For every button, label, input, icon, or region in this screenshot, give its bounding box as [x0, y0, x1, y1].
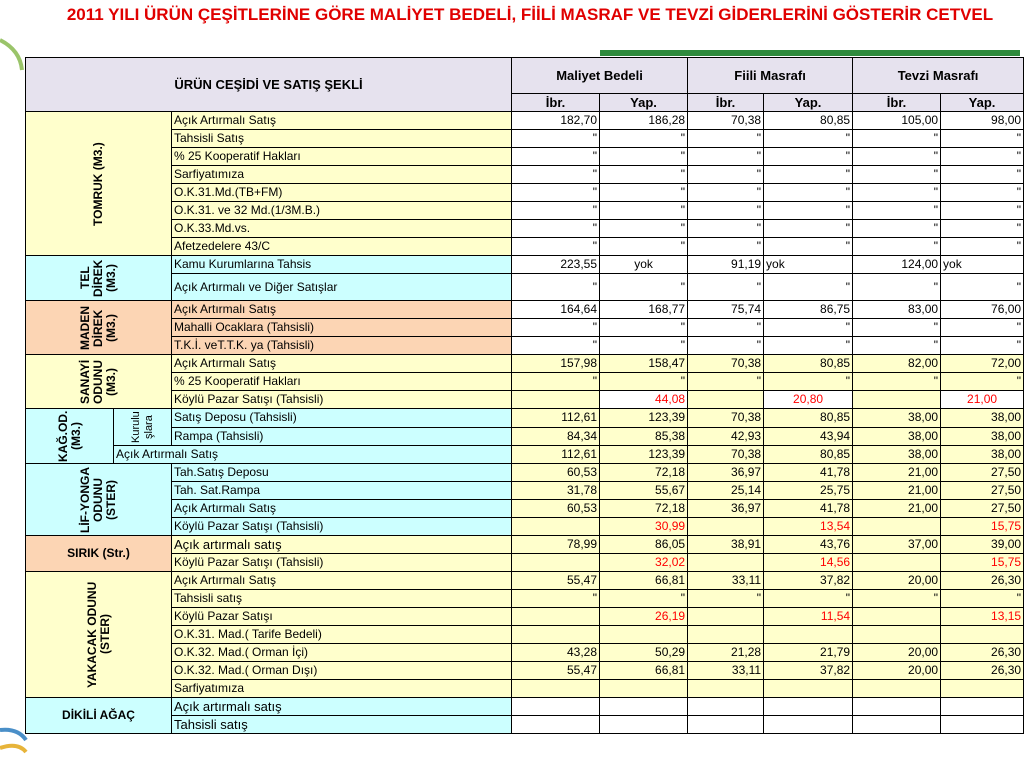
- row-label: Sarfiyatımıza: [172, 166, 512, 184]
- cell-value: ": [853, 274, 941, 301]
- cell-value: ": [512, 373, 600, 391]
- cell-value: 70,38: [688, 446, 764, 464]
- cell-value: 37,00: [853, 536, 941, 554]
- cell-value: 112,61: [512, 409, 600, 428]
- cell-value: 223,55: [512, 256, 600, 274]
- cell-value: [853, 554, 941, 572]
- cell-value: 15,75: [941, 554, 1024, 572]
- cell-value: 38,00: [853, 409, 941, 428]
- cell-value: [512, 680, 600, 698]
- subheader-ibr: İbr.: [688, 94, 764, 112]
- cell-value: 80,85: [764, 355, 853, 373]
- group-label-tomruk: TOMRUK (M3.): [26, 112, 172, 256]
- cell-value: ": [941, 166, 1024, 184]
- cell-value: 112,61: [512, 446, 600, 464]
- cell-value: ": [600, 238, 688, 256]
- cell-value: 66,81: [600, 572, 688, 590]
- row-label: Mahalli Ocaklara (Tahsisli): [172, 319, 512, 337]
- page-title: 2011 YILI ÜRÜN ÇEŞİTLERİNE GÖRE MALİYET BEDELİ, FİİLİ MASRAF VE TEVZİ GİDERLERİNİ GÖSTERİR CETVEL: [66, 5, 994, 24]
- cell-value: ": [853, 184, 941, 202]
- row-label: Açık Artırmalı Satış: [172, 572, 512, 590]
- cell-value: 21,28: [688, 644, 764, 662]
- cell-value: 38,00: [853, 427, 941, 446]
- cell-value: 21,00: [853, 464, 941, 482]
- cell-value: ": [512, 238, 600, 256]
- cell-value: [688, 391, 764, 409]
- cell-value: 26,30: [941, 662, 1024, 680]
- cell-value: [600, 680, 688, 698]
- cell-value: [853, 698, 941, 716]
- cell-value: [853, 608, 941, 626]
- group-label-sirik: SIRIK (Str.): [26, 536, 172, 572]
- cell-value: 26,19: [600, 608, 688, 626]
- cell-value: ": [764, 319, 853, 337]
- cell-value: 80,85: [764, 409, 853, 428]
- row-label: O.K.33.Md.vs.: [172, 220, 512, 238]
- row-label: T.K.İ. veT.T.K. ya (Tahsisli): [172, 337, 512, 355]
- cell-value: ": [688, 274, 764, 301]
- row-label: Köylü Pazar Satışı (Tahsisli): [172, 518, 512, 536]
- cell-value: 20,80: [764, 391, 853, 409]
- cell-value: 38,00: [941, 409, 1024, 428]
- cell-value: 186,28: [600, 112, 688, 130]
- cell-value: 13,15: [941, 608, 1024, 626]
- cell-value: 44,08: [600, 391, 688, 409]
- header-fiili-masraf: Fiili Masrafı: [688, 58, 853, 94]
- cell-value: [512, 391, 600, 409]
- group-label-tel-direk: TEL DİREK (M3.): [26, 256, 172, 301]
- cell-value: ": [853, 590, 941, 608]
- cell-value: ": [512, 220, 600, 238]
- cell-value: 55,47: [512, 572, 600, 590]
- cell-value: [853, 626, 941, 644]
- row-label: O.K.31. ve 32 Md.(1/3M.B.): [172, 202, 512, 220]
- cell-value: [853, 680, 941, 698]
- cell-value: ": [688, 184, 764, 202]
- header-tevzi-masraf: Tevzi Masrafı: [853, 58, 1024, 94]
- row-label: Tahsisli satış: [172, 716, 512, 734]
- row-label: Köylü Pazar Satışı: [172, 608, 512, 626]
- cell-value: ": [512, 319, 600, 337]
- cell-value: 27,50: [941, 482, 1024, 500]
- cell-value: [600, 626, 688, 644]
- cell-value: ": [853, 130, 941, 148]
- cell-value: ": [600, 220, 688, 238]
- row-label: % 25 Kooperatif Hakları: [172, 148, 512, 166]
- cell-value: 70,38: [688, 355, 764, 373]
- row-label: O.K.31.Md.(TB+FM): [172, 184, 512, 202]
- cell-value: ": [941, 590, 1024, 608]
- cell-value: ": [688, 337, 764, 355]
- cell-value: ": [764, 274, 853, 301]
- row-label: Sarfiyatımıza: [172, 680, 512, 698]
- cell-value: [688, 518, 764, 536]
- cost-table: [25, 57, 1024, 734]
- cell-value: 55,67: [600, 482, 688, 500]
- cell-value: 38,91: [688, 536, 764, 554]
- cell-value: ": [941, 238, 1024, 256]
- subheader-yap: Yap.: [764, 94, 853, 112]
- cell-value: ": [764, 590, 853, 608]
- cell-value: ": [764, 166, 853, 184]
- subheader-ibr: İbr.: [853, 94, 941, 112]
- cell-value: 32,02: [600, 554, 688, 572]
- cell-value: 38,00: [941, 446, 1024, 464]
- cell-value: [512, 608, 600, 626]
- cell-value: [600, 716, 688, 734]
- cell-value: 39,00: [941, 536, 1024, 554]
- cell-value: ": [600, 130, 688, 148]
- cell-value: 86,75: [764, 301, 853, 319]
- cell-value: 37,82: [764, 662, 853, 680]
- cell-value: yok: [600, 256, 688, 274]
- cell-value: [941, 698, 1024, 716]
- cell-value: ": [512, 166, 600, 184]
- row-label: Tahsisli Satış: [172, 130, 512, 148]
- cell-value: 25,75: [764, 482, 853, 500]
- cell-value: 182,70: [512, 112, 600, 130]
- cell-value: [688, 680, 764, 698]
- cell-value: yok: [941, 256, 1024, 274]
- cell-value: [688, 608, 764, 626]
- cell-value: [853, 518, 941, 536]
- cell-value: [512, 518, 600, 536]
- cell-value: 91,19: [688, 256, 764, 274]
- cell-value: ": [600, 202, 688, 220]
- cell-value: 37,82: [764, 572, 853, 590]
- cell-value: ": [853, 319, 941, 337]
- cell-value: ": [941, 148, 1024, 166]
- cell-value: [764, 680, 853, 698]
- cell-value: 11,54: [764, 608, 853, 626]
- cell-value: ": [853, 202, 941, 220]
- cell-value: ": [512, 590, 600, 608]
- cell-value: 21,00: [853, 500, 941, 518]
- row-label: O.K.32. Mad.( Orman İçi): [172, 644, 512, 662]
- cell-value: 27,50: [941, 500, 1024, 518]
- cell-value: 26,30: [941, 572, 1024, 590]
- cell-value: 38,00: [941, 427, 1024, 446]
- cell-value: ": [853, 337, 941, 355]
- row-label: Tah.Satış Deposu: [172, 464, 512, 482]
- cell-value: ": [688, 590, 764, 608]
- row-label: Açık artırmalı satış: [172, 698, 512, 716]
- cell-value: ": [512, 202, 600, 220]
- cell-value: ": [941, 373, 1024, 391]
- cell-value: [853, 716, 941, 734]
- cell-value: ": [688, 319, 764, 337]
- cell-value: ": [688, 373, 764, 391]
- cell-value: 164,64: [512, 301, 600, 319]
- cell-value: 60,53: [512, 500, 600, 518]
- cell-value: ": [764, 202, 853, 220]
- header-product: ÜRÜN CEŞİDİ VE SATIŞ ŞEKLİ: [26, 58, 512, 112]
- cell-value: 60,53: [512, 464, 600, 482]
- cell-value: ": [600, 590, 688, 608]
- cell-value: ": [764, 184, 853, 202]
- cell-value: [764, 626, 853, 644]
- cell-value: ": [764, 220, 853, 238]
- cell-value: ": [512, 148, 600, 166]
- slide-decoration-top-bar: [600, 50, 1020, 56]
- cell-value: 15,75: [941, 518, 1024, 536]
- group-label-maden-direk: MADEN DİREK (M3.): [26, 301, 172, 355]
- cell-value: ": [600, 319, 688, 337]
- cell-value: 38,00: [853, 446, 941, 464]
- row-label: Açık Artırmalı Satış: [114, 446, 512, 464]
- cell-value: [600, 698, 688, 716]
- subheader-yap: Yap.: [600, 94, 688, 112]
- cell-value: 157,98: [512, 355, 600, 373]
- cell-value: [941, 680, 1024, 698]
- cell-value: 80,85: [764, 112, 853, 130]
- cell-value: ": [688, 166, 764, 184]
- row-label: Afetzedelere 43/C: [172, 238, 512, 256]
- cell-value: 85,38: [600, 427, 688, 446]
- cell-value: 76,00: [941, 301, 1024, 319]
- cell-value: 124,00: [853, 256, 941, 274]
- cell-value: ": [512, 274, 600, 301]
- cell-value: ": [688, 148, 764, 166]
- cell-value: [853, 391, 941, 409]
- cell-value: 78,99: [512, 536, 600, 554]
- cell-value: ": [688, 238, 764, 256]
- row-label: Açık artırmalı satış: [172, 536, 512, 554]
- cell-value: [688, 698, 764, 716]
- cell-value: 41,78: [764, 500, 853, 518]
- cell-value: [688, 626, 764, 644]
- cell-value: 21,00: [941, 391, 1024, 409]
- cell-value: 123,39: [600, 446, 688, 464]
- cell-value: 20,00: [853, 644, 941, 662]
- row-label: Köylü Pazar Satışı (Tahsisli): [172, 391, 512, 409]
- row-label: % 25 Kooperatif Hakları: [172, 373, 512, 391]
- cell-value: 80,85: [764, 446, 853, 464]
- group-label-dikili-agac: DİKİLİ AĞAÇ: [26, 698, 172, 734]
- cell-value: [764, 698, 853, 716]
- cell-value: ": [600, 184, 688, 202]
- cell-value: 55,47: [512, 662, 600, 680]
- cell-value: ": [941, 220, 1024, 238]
- row-label: Köylü Pazar Satışı (Tahsisli): [172, 554, 512, 572]
- cell-value: 72,00: [941, 355, 1024, 373]
- cell-value: ": [764, 373, 853, 391]
- row-label: O.K.32. Mad.( Orman Dışı): [172, 662, 512, 680]
- cell-value: ": [941, 130, 1024, 148]
- cell-value: [512, 716, 600, 734]
- cell-value: 70,38: [688, 409, 764, 428]
- cell-value: ": [941, 202, 1024, 220]
- group-label-yakacak-odunu: YAKACAK ODUNU (STER): [26, 572, 172, 698]
- cell-value: 21,00: [853, 482, 941, 500]
- cell-value: ": [941, 274, 1024, 301]
- cell-value: 25,14: [688, 482, 764, 500]
- cell-value: ": [688, 220, 764, 238]
- cell-value: [688, 554, 764, 572]
- cell-value: 41,78: [764, 464, 853, 482]
- row-label: Kamu Kurumlarına Tahsis: [172, 256, 512, 274]
- row-label: Tah. Sat.Rampa: [172, 482, 512, 500]
- cell-value: 27,50: [941, 464, 1024, 482]
- cell-value: 98,00: [941, 112, 1024, 130]
- cell-value: 30,99: [600, 518, 688, 536]
- cell-value: 20,00: [853, 572, 941, 590]
- cell-value: ": [941, 337, 1024, 355]
- cell-value: ": [853, 148, 941, 166]
- row-label: Açık Artırmalı Satış: [172, 301, 512, 319]
- cell-value: 66,81: [600, 662, 688, 680]
- subheader-yap: Yap.: [941, 94, 1024, 112]
- row-label: Rampa (Tahsisli): [172, 427, 512, 446]
- cell-value: 14,56: [764, 554, 853, 572]
- cell-value: [512, 698, 600, 716]
- subheader-ibr: İbr.: [512, 94, 600, 112]
- cell-value: ": [512, 337, 600, 355]
- group-sublabel-kurululara: Kurulu şlara: [114, 409, 172, 446]
- cell-value: 70,38: [688, 112, 764, 130]
- row-label: Açık Artırmalı Satış: [172, 355, 512, 373]
- row-label: Tahsisli satış: [172, 590, 512, 608]
- cell-value: ": [600, 373, 688, 391]
- cell-value: 26,30: [941, 644, 1024, 662]
- cell-value: 123,39: [600, 409, 688, 428]
- row-label: Satış Deposu (Tahsisli): [172, 409, 512, 428]
- cell-value: 20,00: [853, 662, 941, 680]
- group-label-sanayi-odunu: SANAYİ ODUNU (M3.): [26, 355, 172, 409]
- cell-value: 33,11: [688, 572, 764, 590]
- cell-value: 168,77: [600, 301, 688, 319]
- cell-value: ": [764, 148, 853, 166]
- cell-value: ": [512, 184, 600, 202]
- cell-value: 43,76: [764, 536, 853, 554]
- cell-value: 105,00: [853, 112, 941, 130]
- cell-value: ": [941, 184, 1024, 202]
- cell-value: ": [764, 130, 853, 148]
- cell-value: 84,34: [512, 427, 600, 446]
- cell-value: 72,18: [600, 500, 688, 518]
- cell-value: ": [853, 373, 941, 391]
- cell-value: ": [853, 238, 941, 256]
- group-label-lif-yonga: LİF-YONGA ODUNU (STER): [26, 464, 172, 536]
- cell-value: ": [688, 130, 764, 148]
- cell-value: 82,00: [853, 355, 941, 373]
- cell-value: ": [764, 337, 853, 355]
- cell-value: 72,18: [600, 464, 688, 482]
- cell-value: [512, 626, 600, 644]
- header-maliyet-bedeli: Maliyet Bedeli: [512, 58, 688, 94]
- cell-value: ": [600, 148, 688, 166]
- cell-value: 83,00: [853, 301, 941, 319]
- row-label: Açık Artırmalı Satış: [172, 500, 512, 518]
- cell-value: 36,97: [688, 464, 764, 482]
- cell-value: [512, 554, 600, 572]
- cell-value: ": [764, 238, 853, 256]
- cell-value: 36,97: [688, 500, 764, 518]
- row-label: O.K.31. Mad.( Tarife Bedeli): [172, 626, 512, 644]
- cell-value: 75,74: [688, 301, 764, 319]
- cell-value: 86,05: [600, 536, 688, 554]
- cell-value: ": [941, 319, 1024, 337]
- cell-value: [764, 716, 853, 734]
- cell-value: yok: [764, 256, 853, 274]
- cell-value: 21,79: [764, 644, 853, 662]
- cell-value: ": [512, 130, 600, 148]
- row-label: Açık Artırmalı Satış: [172, 112, 512, 130]
- cell-value: ": [853, 220, 941, 238]
- cell-value: 43,94: [764, 427, 853, 446]
- cell-value: 158,47: [600, 355, 688, 373]
- group-label-kag-od: KAĞ.OD. (M3.): [26, 409, 114, 464]
- cell-value: [688, 716, 764, 734]
- cell-value: 50,29: [600, 644, 688, 662]
- cell-value: 33,11: [688, 662, 764, 680]
- cell-value: [941, 716, 1024, 734]
- cell-value: ": [688, 202, 764, 220]
- cell-value: ": [853, 166, 941, 184]
- cell-value: 31,78: [512, 482, 600, 500]
- cell-value: 13,54: [764, 518, 853, 536]
- row-label: Açık Artırmalı ve Diğer Satışlar: [172, 274, 512, 301]
- cell-value: ": [600, 337, 688, 355]
- cell-value: ": [600, 274, 688, 301]
- cell-value: 43,28: [512, 644, 600, 662]
- cell-value: 42,93: [688, 427, 764, 446]
- cell-value: ": [600, 166, 688, 184]
- cell-value: [941, 626, 1024, 644]
